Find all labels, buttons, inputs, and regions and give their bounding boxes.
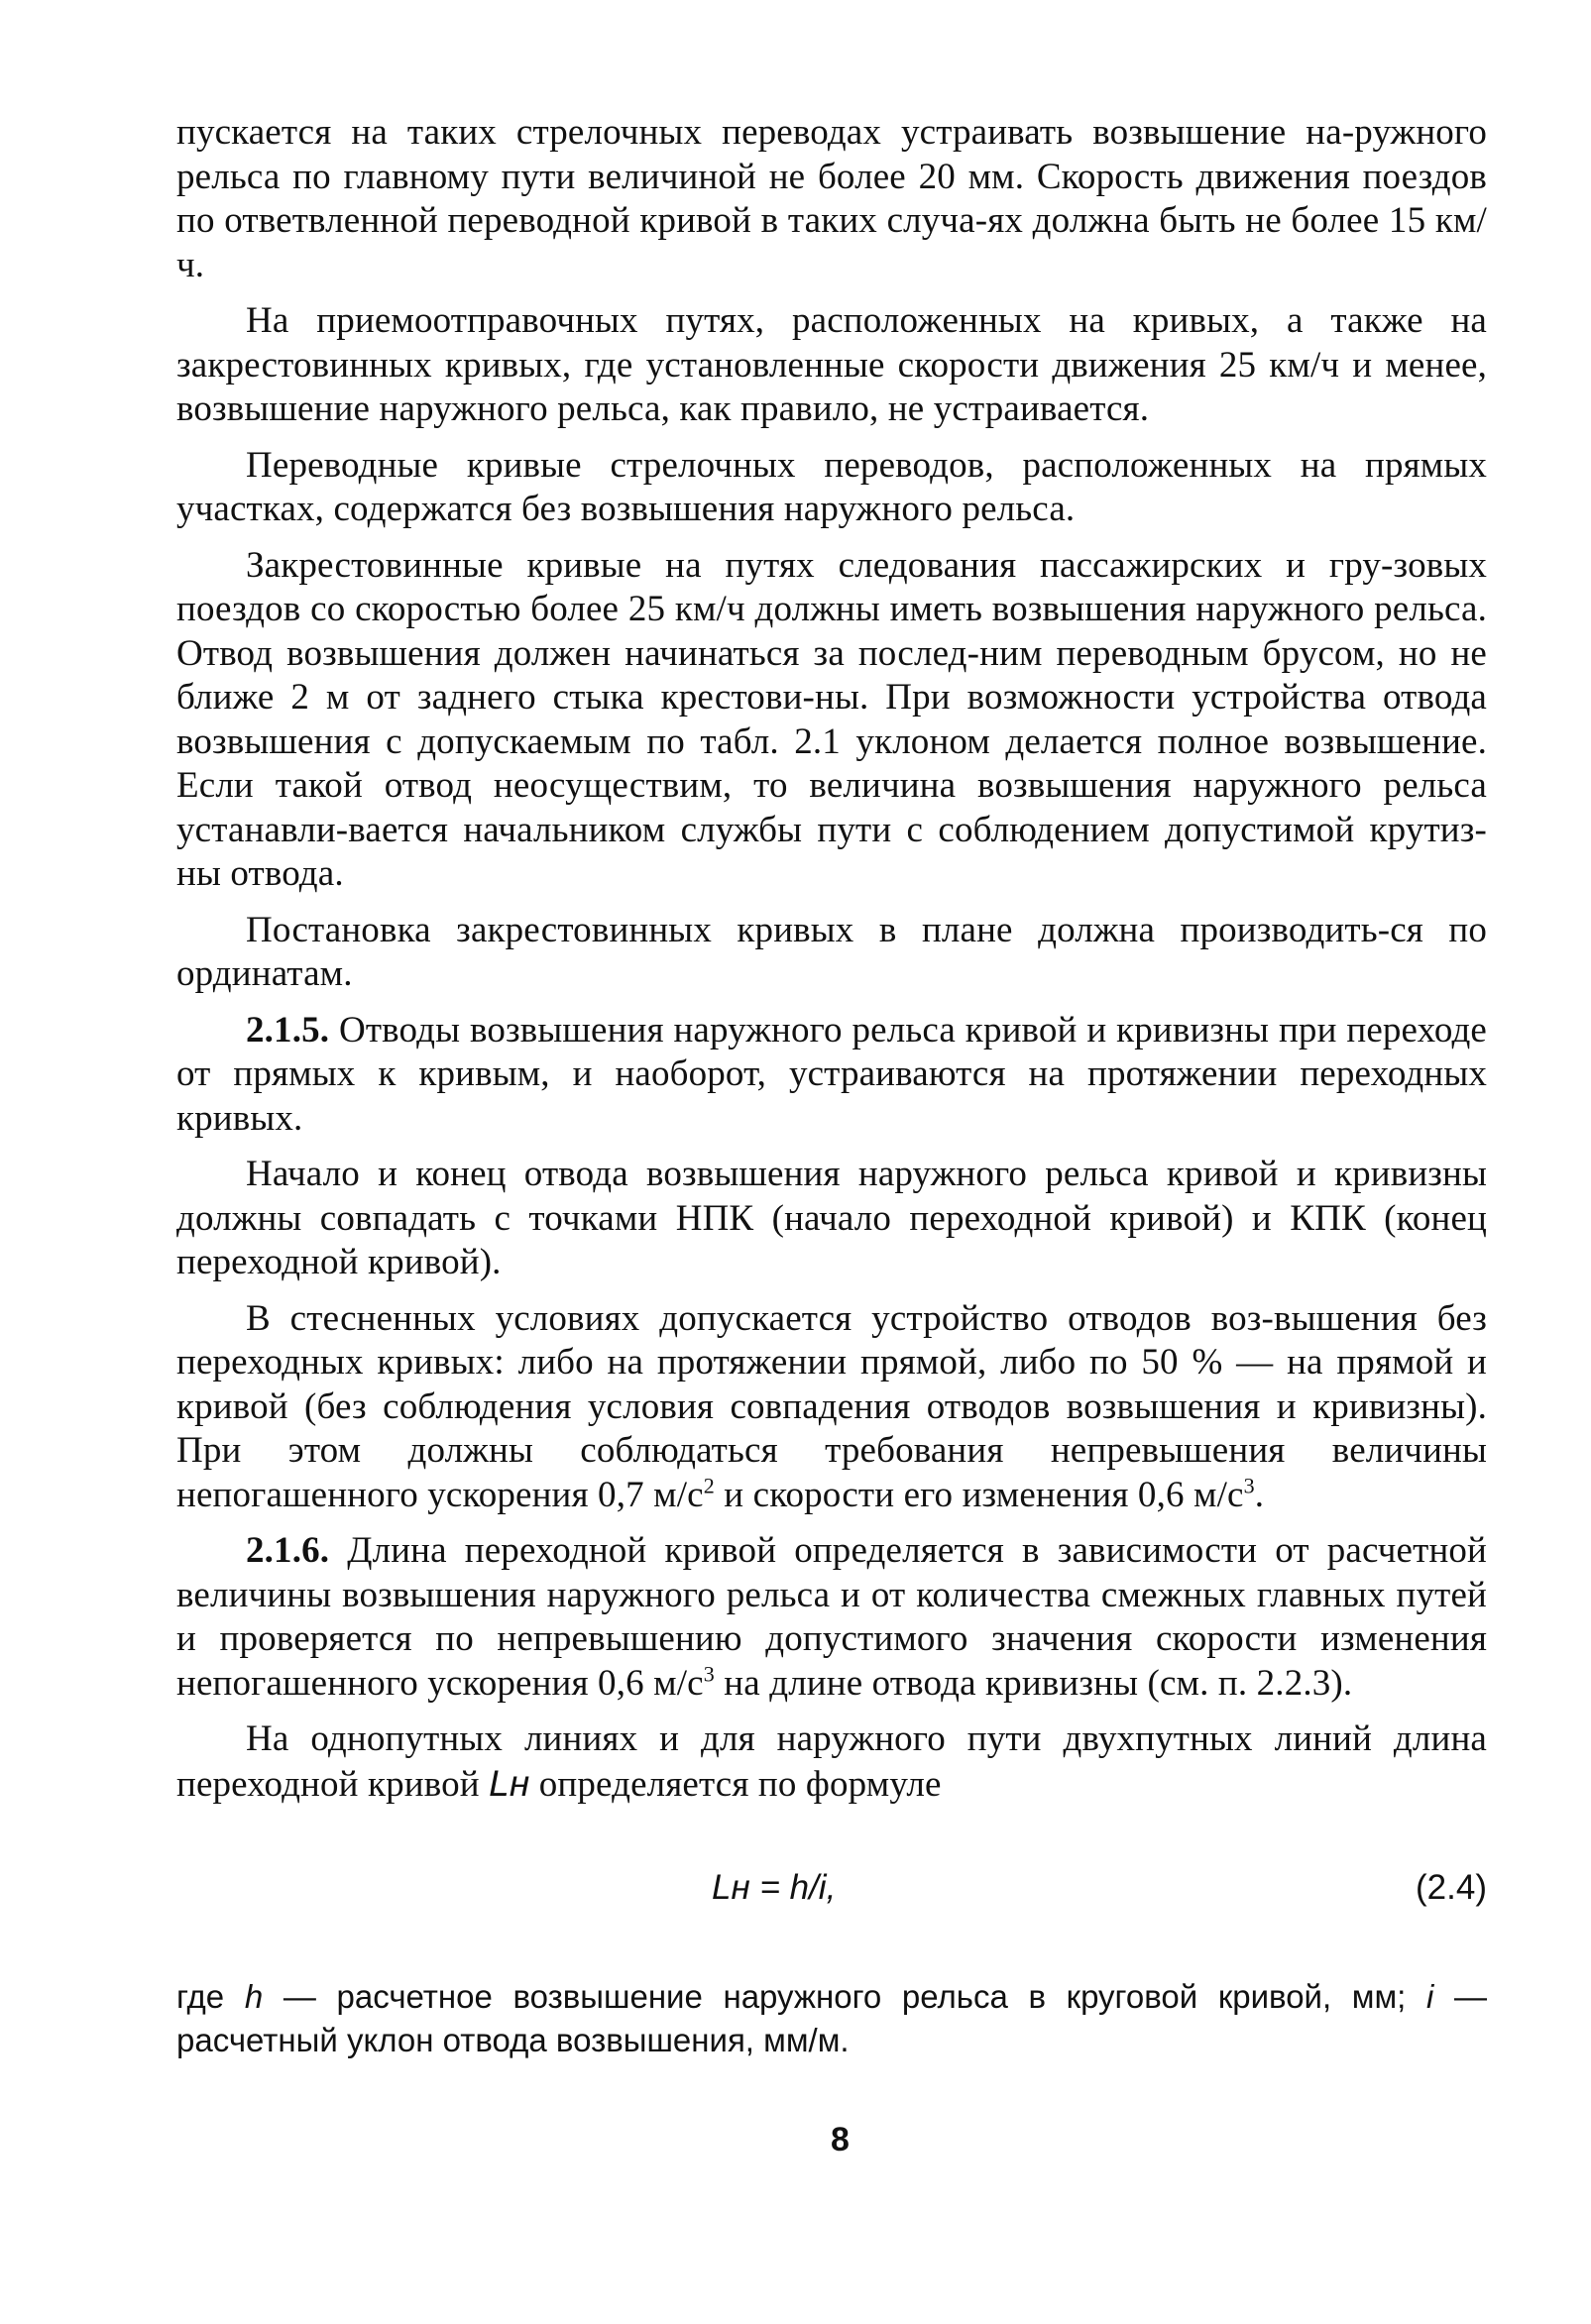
section-number-2-1-6: 2.1.6. <box>246 1530 330 1571</box>
formula-number: (2.4) <box>1416 1868 1487 1907</box>
text-part: На однопутных линиях и для наружного пути двухпутных линий длина переходной кривой <box>176 1718 1487 1805</box>
paragraph-constrained-conditions <box>176 1297 1487 1518</box>
paragraph-turnout-curves: Переводные кривые стрелочных переводов, расположенных на прямых участках, содержатся без возвышения наружного рельса. <box>176 444 1487 529</box>
superscript: 3 <box>1243 1473 1255 1498</box>
text-part: . <box>1254 1474 1265 1515</box>
page-content <box>176 111 1487 2062</box>
formula-legend <box>176 1975 1487 2062</box>
paragraph-continuation: пускается на таких стрелочных переводах устраивать возвышение на-ружного рельса по главному пути величиной не более 20 мм. Скорость движения поездов по ответвленной переводной кривой в таких случа-ях должна быть не более 15 км/ч. <box>176 112 1487 285</box>
text-part: — расчетное возвышение наружного рельса в круговой кривой, мм; <box>263 1978 1426 2015</box>
paragraph-2-1-5-text: Отводы возвышения наружного рельса кривой и кривизны при переходе от прямых к кривым, и наоборот, устраиваются на протяжении переходных кривых. <box>176 1009 1487 1139</box>
section-number-2-1-5: 2.1.5. <box>246 1009 330 1051</box>
variable-ln: Lн <box>489 1762 530 1804</box>
page-number: 8 <box>831 2121 850 2158</box>
formula-2-4 <box>176 1850 1487 1939</box>
text-part: и скорости его изменения 0,6 м/с <box>714 1474 1244 1515</box>
variable-h: h <box>244 1978 264 2015</box>
paragraph-2-1-6 <box>176 1529 1487 1706</box>
paragraph-receiving-tracks: На приемоотправочных путях, расположенных на кривых, а также на закрестовинных кривых, где установленные скорости движения 25 км/ч и менее, возвышение наружного рельса, как правило, не устраивается. <box>176 300 1487 429</box>
paragraph-2-1-5 <box>176 1009 1487 1142</box>
formula-expression: Lн = h/i, <box>712 1868 837 1907</box>
text-part: на длине отвода кривизны (см. п. 2.2.3). <box>714 1662 1353 1704</box>
text-part: В стесненных условиях допускается устройство отводов воз-вышения без переходных кривых: либо на протяжении прямой, либо по 50 % — на прямой и кривой (без соблюдения условия совпадения отводов возвышения и кривизны). При этом должны соблюдаться требования непревышения величины непогашенного ускорения 0,7 м/с <box>176 1297 1487 1515</box>
text-part: Длина переходной кривой определяется в зависимости от расчетной величины возвышения наружного рельса и от количества смежных главных путей и проверяется по непревышению допустимого значения скорости изменения непогашенного ускорения 0,6 м/с <box>176 1530 1487 1704</box>
text-part: — расчетный уклон отвода возвышения, мм/м. <box>176 1978 1487 2058</box>
text-part: где <box>176 1978 245 2015</box>
paragraph-ordinates: Постановка закрестовинных кривых в плане должна производить-ся по ординатам. <box>176 909 1487 994</box>
variable-i: i <box>1426 1978 1434 2015</box>
paragraph-formula-intro <box>176 1717 1487 1807</box>
superscript: 2 <box>703 1473 715 1498</box>
paragraph-frog-curves: Закрестовинные кривые на путях следования пассажирских и гру-зовых поездов со скоростью более 25 км/ч должны иметь возвышения наружного рельса. Отвод возвышения должен начинаться за послед-ним переводным брусом, но не ближе 2 м от заднего стыка крестови-ны. При возможности устройства отвода возвышения с допускаемым по табл. 2.1 уклоном делается полное возвышение. Если такой отвод неосуществим, то величина возвышения наружного рельса устанавли-вается начальником службы пути с соблюдением допустимой крутиз-ны отвода. <box>176 544 1487 894</box>
text-part: определяется по формуле <box>529 1763 942 1805</box>
superscript: 3 <box>703 1661 715 1687</box>
paragraph-npk-kpk: Начало и конец отвода возвышения наружного рельса кривой и кривизны должны совпадать с точками НПК (начало переходной кривой) и КПК (конец переходной кривой). <box>176 1154 1487 1282</box>
